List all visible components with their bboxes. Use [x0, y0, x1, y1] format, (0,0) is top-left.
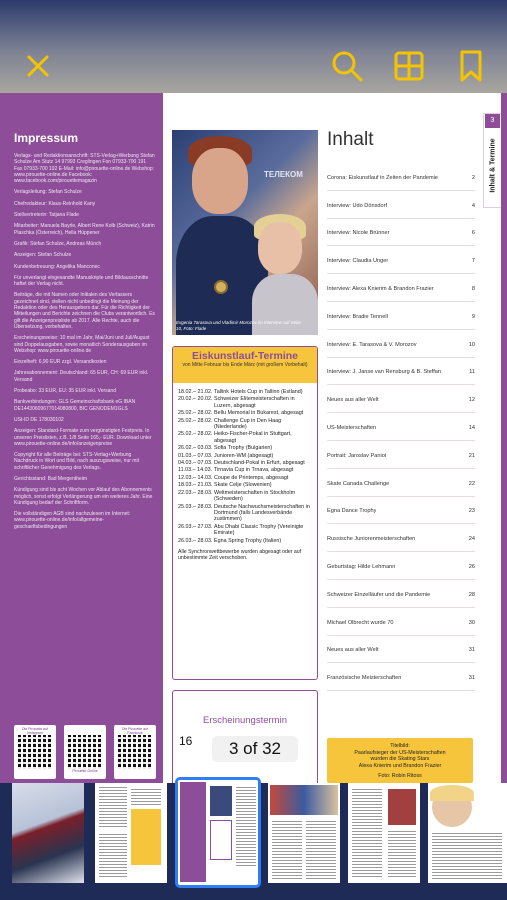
- erscheinung-title: Erscheinungstermin: [203, 715, 287, 726]
- credit-line: Alexa Knierim und Brandon Frazier: [358, 762, 442, 769]
- qr-code-icon: [118, 735, 152, 769]
- termine-date: 12.03.– 14.03.: [178, 474, 213, 481]
- toc-item-page: 12: [468, 397, 475, 404]
- table-of-contents: [327, 163, 475, 691]
- termine-event: Coupe de Printemps, abgesagt: [214, 474, 289, 481]
- section-tab-label: Inhalt & Termine: [489, 138, 497, 193]
- impressum-paragraph: Kundenbetreuung: Angelika Manconec: [14, 263, 100, 270]
- termine-row: [178, 538, 313, 544]
- impressum-paragraph: Copyright für alle Beiträge bei: STS-Verlag+Werbung Nachdruck in Wort und Bild, nach auszugsweise, nur mit schriftlicher Genehmigung des Verlags.: [14, 452, 139, 471]
- qr-caption: Die Pirouette auf Instagram: [21, 727, 49, 735]
- termine-event: Schweizer Elitemeisterschaften in Luzern, abgesagt: [214, 396, 295, 409]
- toc-item-title: Französische Meisterschaften: [327, 675, 402, 682]
- qr-card-instagram[interactable]: [14, 725, 56, 779]
- termine-event: Challenge Cup in Den Haag (Niederlande): [214, 417, 282, 431]
- termine-row: [178, 396, 313, 409]
- termine-event: Tirnavia Cup in Trnava, abgesagt: [214, 467, 294, 474]
- toc-item-title: Interview: Udo Dönsdorf: [327, 202, 388, 209]
- termine-footer: Alle Synchronwettbewerbe wurden abgesagt oder auf unbestimmte Zeit verschoben.: [178, 548, 302, 562]
- termine-row: [178, 453, 313, 459]
- toc-item-page: 31: [468, 675, 475, 682]
- toc-item-page: 31: [468, 647, 475, 654]
- impressum-paragraph: Anzeigen: Standard-Formate zum vergünstigten Festpreis. In unseren Preislisten, z.B. 1/8 Seite 165,- EUR. Download unter www.pirouette-online.de/info/anzeigenpreise: [14, 428, 152, 447]
- impressum-paragraph: Erscheinungsweise: 10 mal im Jahr, Mai/Juni und Juli/August sind Doppelausgaben, sowie monatlich Sonderausgaben im Webshop: www.pirouette-online.de: [14, 335, 150, 354]
- thumbnail-page[interactable]: [348, 783, 420, 883]
- termine-event: Weltmeisterschaften in Stockholm (Schweden): [214, 489, 296, 503]
- credit-line: wurden die Skating Stars: [370, 756, 430, 763]
- photo-caption: Evgenia Tarasova und Vladimir Morozov im Interview auf Seite 10, Foto: Flade: [176, 320, 301, 331]
- toc-item[interactable]: [327, 163, 475, 191]
- toc-item-page: 22: [468, 480, 475, 487]
- impressum-page: [0, 93, 163, 783]
- thumbnail-strip[interactable]: [0, 783, 507, 900]
- toc-item-title: Michael Olbrecht wurde 70: [327, 619, 394, 626]
- toc-item-title: Geburtstag: Hilde Lehmann: [327, 563, 396, 570]
- termine-event: Tallink Hotels Cup in Tallinn (Estland): [214, 389, 303, 395]
- termine-date: 25.02.– 28.02.: [178, 431, 213, 438]
- cover-credit-box: [327, 738, 473, 783]
- termine-date: 18.02.– 21.02.: [178, 389, 213, 395]
- termine-column: [163, 93, 325, 783]
- toc-item[interactable]: [327, 302, 475, 330]
- medal-icon: [214, 280, 228, 294]
- termine-date: 26.03.– 28.03.: [178, 537, 213, 544]
- impressum-paragraph: Jahresabonnement: Deutschland: 65 EUR, CH: 69 EUR inkl. Versand: [14, 370, 149, 383]
- erscheinung-date: 16: [179, 734, 193, 748]
- termine-date: 25.03.– 28.03.: [178, 503, 213, 510]
- termine-header: [173, 347, 317, 383]
- impressum-paragraph: Kündigung sind bis acht Wochen vor Ablauf des Abonnements möglich, sonst erfolgt Verlängerung um ein weiteres Jahr. Eine Kündigung bedarf der Schriftform.: [14, 487, 153, 506]
- credit-line: Titelbild:: [390, 743, 410, 749]
- toc-item-page: 30: [468, 619, 475, 626]
- thumbnail-page[interactable]: [428, 783, 507, 883]
- top-toolbar: [0, 0, 507, 93]
- impressum-paragraph: Chefredakteur: Klaus-Reinhold Kany: [14, 200, 96, 207]
- close-icon[interactable]: [20, 48, 56, 84]
- toc-item-title: Interview: Nicole Brünner: [327, 230, 390, 237]
- impressum-paragraph: Grafik: Stefan Schulze, Andreas Münch: [14, 240, 102, 247]
- termine-row: [178, 467, 313, 473]
- impressum-paragraph: Probeabo: 33 EUR, EU: 35 EUR inkl. Versand: [14, 388, 116, 395]
- termine-event: Deutschland-Pokal in Erfurt, abgesagt: [214, 460, 305, 467]
- credit-line: Paarlaufsieger der US-Meisterschaften: [354, 749, 446, 756]
- termine-row: [178, 389, 313, 395]
- toc-item-page: 8: [471, 285, 475, 292]
- toc-item[interactable]: [327, 219, 475, 247]
- termine-date: 26.02.– 03.03.: [178, 445, 213, 452]
- toc-item[interactable]: [327, 663, 475, 691]
- toc-item[interactable]: [327, 330, 475, 358]
- toc-item[interactable]: [327, 413, 475, 441]
- toc-item[interactable]: [327, 385, 475, 413]
- termine-date: 04.03.– 07.03.: [178, 460, 213, 467]
- cover-photo: [172, 130, 318, 335]
- qr-code-icon: [68, 735, 102, 769]
- toc-item[interactable]: [327, 497, 475, 525]
- toc-item-title: Portrait: Jaroslav Paniot: [327, 452, 387, 459]
- impressum-paragraph: Die vollständigen AGB sind nachzulesen im Internet: www.pirouette-online.de/info/allgemeine-geschaeftsbedingungen: [14, 511, 131, 530]
- qr-footer: Pirouette-Online: [72, 769, 98, 773]
- termine-event: Junioren-WM (abgesagt): [214, 452, 274, 459]
- termine-date: 18.03.– 21.03.: [178, 482, 213, 489]
- thumbnail-page-selected[interactable]: [175, 777, 261, 888]
- bookmark-icon[interactable]: [453, 48, 489, 84]
- termine-date: 25.02.– 28.02.: [178, 417, 213, 424]
- termine-date: 20.02.– 20.02.: [178, 396, 213, 403]
- toc-item-page: 28: [468, 591, 475, 598]
- impressum-paragraph: Beiträge, die mit Namen oder Initialen des Verfassers gezeichnet sind, stellen nicht unbedingt die Meinung der Redaktion oder des Herausgebers dar. Für die Richtigkeit der Mitteilungen und Berichte zeichnen die Clubs verantwortlich. Es gilt die Anzeigenpreisliste ab 2017. Alle Rechte, auch die Übersetzung, vorbehalten.: [14, 292, 155, 330]
- impressum-paragraph: Verlags- und Redaktionsanschrift: STS-Verlag+Werbung Stefan Schulze Am Stutz 14 97993 Creglingen Fon 07933-700 191 Fax 07933-700 192 E-Mail: info@pirouette-online.de Webshop: www.pirouette-online.de Facebook: www.facebook.com/pirouettemagazin: [14, 153, 155, 185]
- termine-event: Egna Spring Trophy (Italien): [214, 537, 282, 544]
- toc-item-title: Russische Juniorenmeisterschaften: [327, 536, 416, 543]
- termine-row: [178, 504, 313, 523]
- magazine-spread[interactable]: [0, 93, 507, 783]
- toc-item-title: Interview: Alexa Knierim & Brandon Frazier: [327, 285, 434, 292]
- termine-event: Heiko-Fischer-Pokal in Stuttgart, abgesagt: [214, 431, 292, 444]
- credit-line: Foto: Robin Ritoss: [378, 773, 422, 780]
- termine-event: Bellu Memorial in Bukarest, abgesagt: [214, 410, 304, 417]
- toc-item-page: 26: [468, 563, 475, 570]
- impressum-paragraph: Anzeigen: Stefan Schulze: [14, 252, 72, 259]
- toc-item-page: 10: [468, 341, 475, 348]
- toc-item[interactable]: [327, 358, 475, 386]
- toc-item-page: 21: [468, 452, 475, 459]
- qr-card-facebook[interactable]: [114, 725, 156, 779]
- search-icon[interactable]: [329, 48, 365, 84]
- toc-item-page: 11: [469, 369, 475, 376]
- impressum-paragraph: Mitarbeiter: Manuela Bayrle, Albert Rene Kolb (Schweiz), Katrin Plaschka (Österreich), Hella Hüppener: [14, 223, 155, 236]
- termine-box: [172, 346, 318, 680]
- termine-subtitle: von Mitte Februar bis Ende März (mit großem Vorbehalt): [182, 362, 308, 368]
- termine-event: Sofia Trophy (Bulgarien): [214, 445, 273, 452]
- toc-item-page: 23: [468, 508, 475, 515]
- thumbnail-page[interactable]: [268, 783, 340, 883]
- termine-row: [178, 460, 313, 466]
- termine-event: Abu Dhabi Classic Trophy (Vereinigte Emirate): [214, 523, 304, 537]
- toc-item[interactable]: [327, 246, 475, 274]
- qr-code-icon: [18, 735, 52, 769]
- toc-item[interactable]: [327, 524, 475, 552]
- section-tab-number: 3: [485, 114, 500, 128]
- termine-event: Deutsche Nachwuchsmeisterschaften in Dortmund (falls Landesverbände zustimmen): [214, 503, 310, 523]
- termine-title: Eiskunstlauf-Termine: [192, 350, 298, 362]
- termine-row: [178, 410, 313, 416]
- termine-date: 25.02.– 28.02.: [178, 410, 213, 417]
- qr-code-row: [14, 725, 156, 779]
- toc-item-page: 14: [468, 424, 475, 431]
- impressum-paragraph: Einzelheft: 6,90 EUR zzgl. Versandkosten: [14, 359, 107, 366]
- termine-row: [178, 490, 313, 503]
- photo-brand-text: ТЕЛЕКОМ: [264, 170, 303, 179]
- impressum-paragraph: Gerichtsstand: Bad Mergentheim: [14, 475, 88, 482]
- termine-event: Skate Celje (Slowenien): [214, 482, 272, 489]
- toc-item-title: Skate Canada Challenge: [327, 480, 390, 487]
- termine-date: 26.03.– 27.03.: [178, 523, 213, 530]
- thumbnail-page[interactable]: [95, 783, 167, 883]
- toc-item-page: 6: [471, 230, 475, 237]
- termine-row: [178, 475, 313, 481]
- toc-item-title: Interview: J. Janse van Rensburg & B. Steffan: [327, 369, 442, 376]
- inhalt-column: [325, 93, 507, 783]
- impressum-text: [14, 153, 155, 530]
- page-edge-strip: [501, 93, 507, 783]
- toc-item-title: Interview: E. Tarasova & V. Morozov: [327, 341, 417, 348]
- impressum-paragraph: Stellvertreterin: Tatjana Flade: [14, 212, 79, 219]
- termine-row: [178, 482, 313, 488]
- toc-item[interactable]: [327, 274, 475, 302]
- termine-row: [178, 418, 313, 431]
- inhalt-title: Inhalt: [327, 129, 374, 150]
- toc-item-page: 4: [471, 202, 475, 209]
- impressum-title: Impressum: [14, 131, 79, 145]
- qr-card-web[interactable]: [64, 725, 106, 779]
- impressum-paragraph: Für unverlangt eingesandte Manuskripte und Bildausschnitte haftet der Verlag nicht.: [14, 274, 149, 288]
- toc-item-title: Schweizer Einzelläufer und die Pandemie: [327, 591, 431, 598]
- toc-item[interactable]: [327, 552, 475, 580]
- impressum-paragraph: Bankverbindungen: GLS Gemeinschaftsbank eG IBAN DE14430609677014080800, BIC GENODEM1GLS: [14, 399, 136, 412]
- toc-item-page: 9: [471, 313, 475, 320]
- thumbnail-page[interactable]: [12, 783, 84, 883]
- termine-list: [173, 383, 317, 544]
- page-indicator: 3 of 32: [212, 736, 298, 762]
- termine-date: 01.03.– 07.03.: [178, 452, 213, 459]
- qr-caption: Die Pirouette auf Facebook: [121, 727, 149, 735]
- toc-item[interactable]: [327, 580, 475, 608]
- toc-item-title: Interview: Bradie Tennell: [327, 313, 388, 320]
- toc-item[interactable]: [327, 441, 475, 469]
- toc-item-title: Corona: Eiskunstlauf in Zeiten der Pandemie: [327, 174, 439, 181]
- toc-item-title: Neues aus aller Welt: [327, 397, 379, 404]
- toc-item-title: Interview: Claudia Unger: [327, 258, 389, 265]
- toc-item-title: Neues aus aller Welt: [327, 647, 379, 654]
- impressum-paragraph: Verlagsleitung: Stefan Schulze: [14, 189, 82, 196]
- toc-item-title: Egna Dance Trophy: [327, 508, 377, 515]
- termine-row: [178, 445, 313, 451]
- toc-item-page: 7: [471, 258, 475, 265]
- grid-icon[interactable]: [391, 48, 427, 84]
- toc-item-page: 24: [468, 536, 475, 543]
- termine-date: 22.03.– 28.03.: [178, 489, 213, 496]
- toc-item[interactable]: [327, 636, 475, 664]
- termine-row: [178, 524, 313, 537]
- section-tab[interactable]: [483, 113, 501, 208]
- impressum-paragraph: USt-ID DE 178030102: [14, 416, 64, 423]
- toc-item[interactable]: [327, 608, 475, 636]
- toc-item[interactable]: [327, 469, 475, 497]
- termine-date: 11.03.– 14.03.: [178, 467, 213, 474]
- toc-item[interactable]: [327, 191, 475, 219]
- termine-row: [178, 431, 313, 444]
- toc-item-title: US-Meisterschaften: [327, 424, 377, 431]
- toc-item-page: 2: [471, 174, 475, 181]
